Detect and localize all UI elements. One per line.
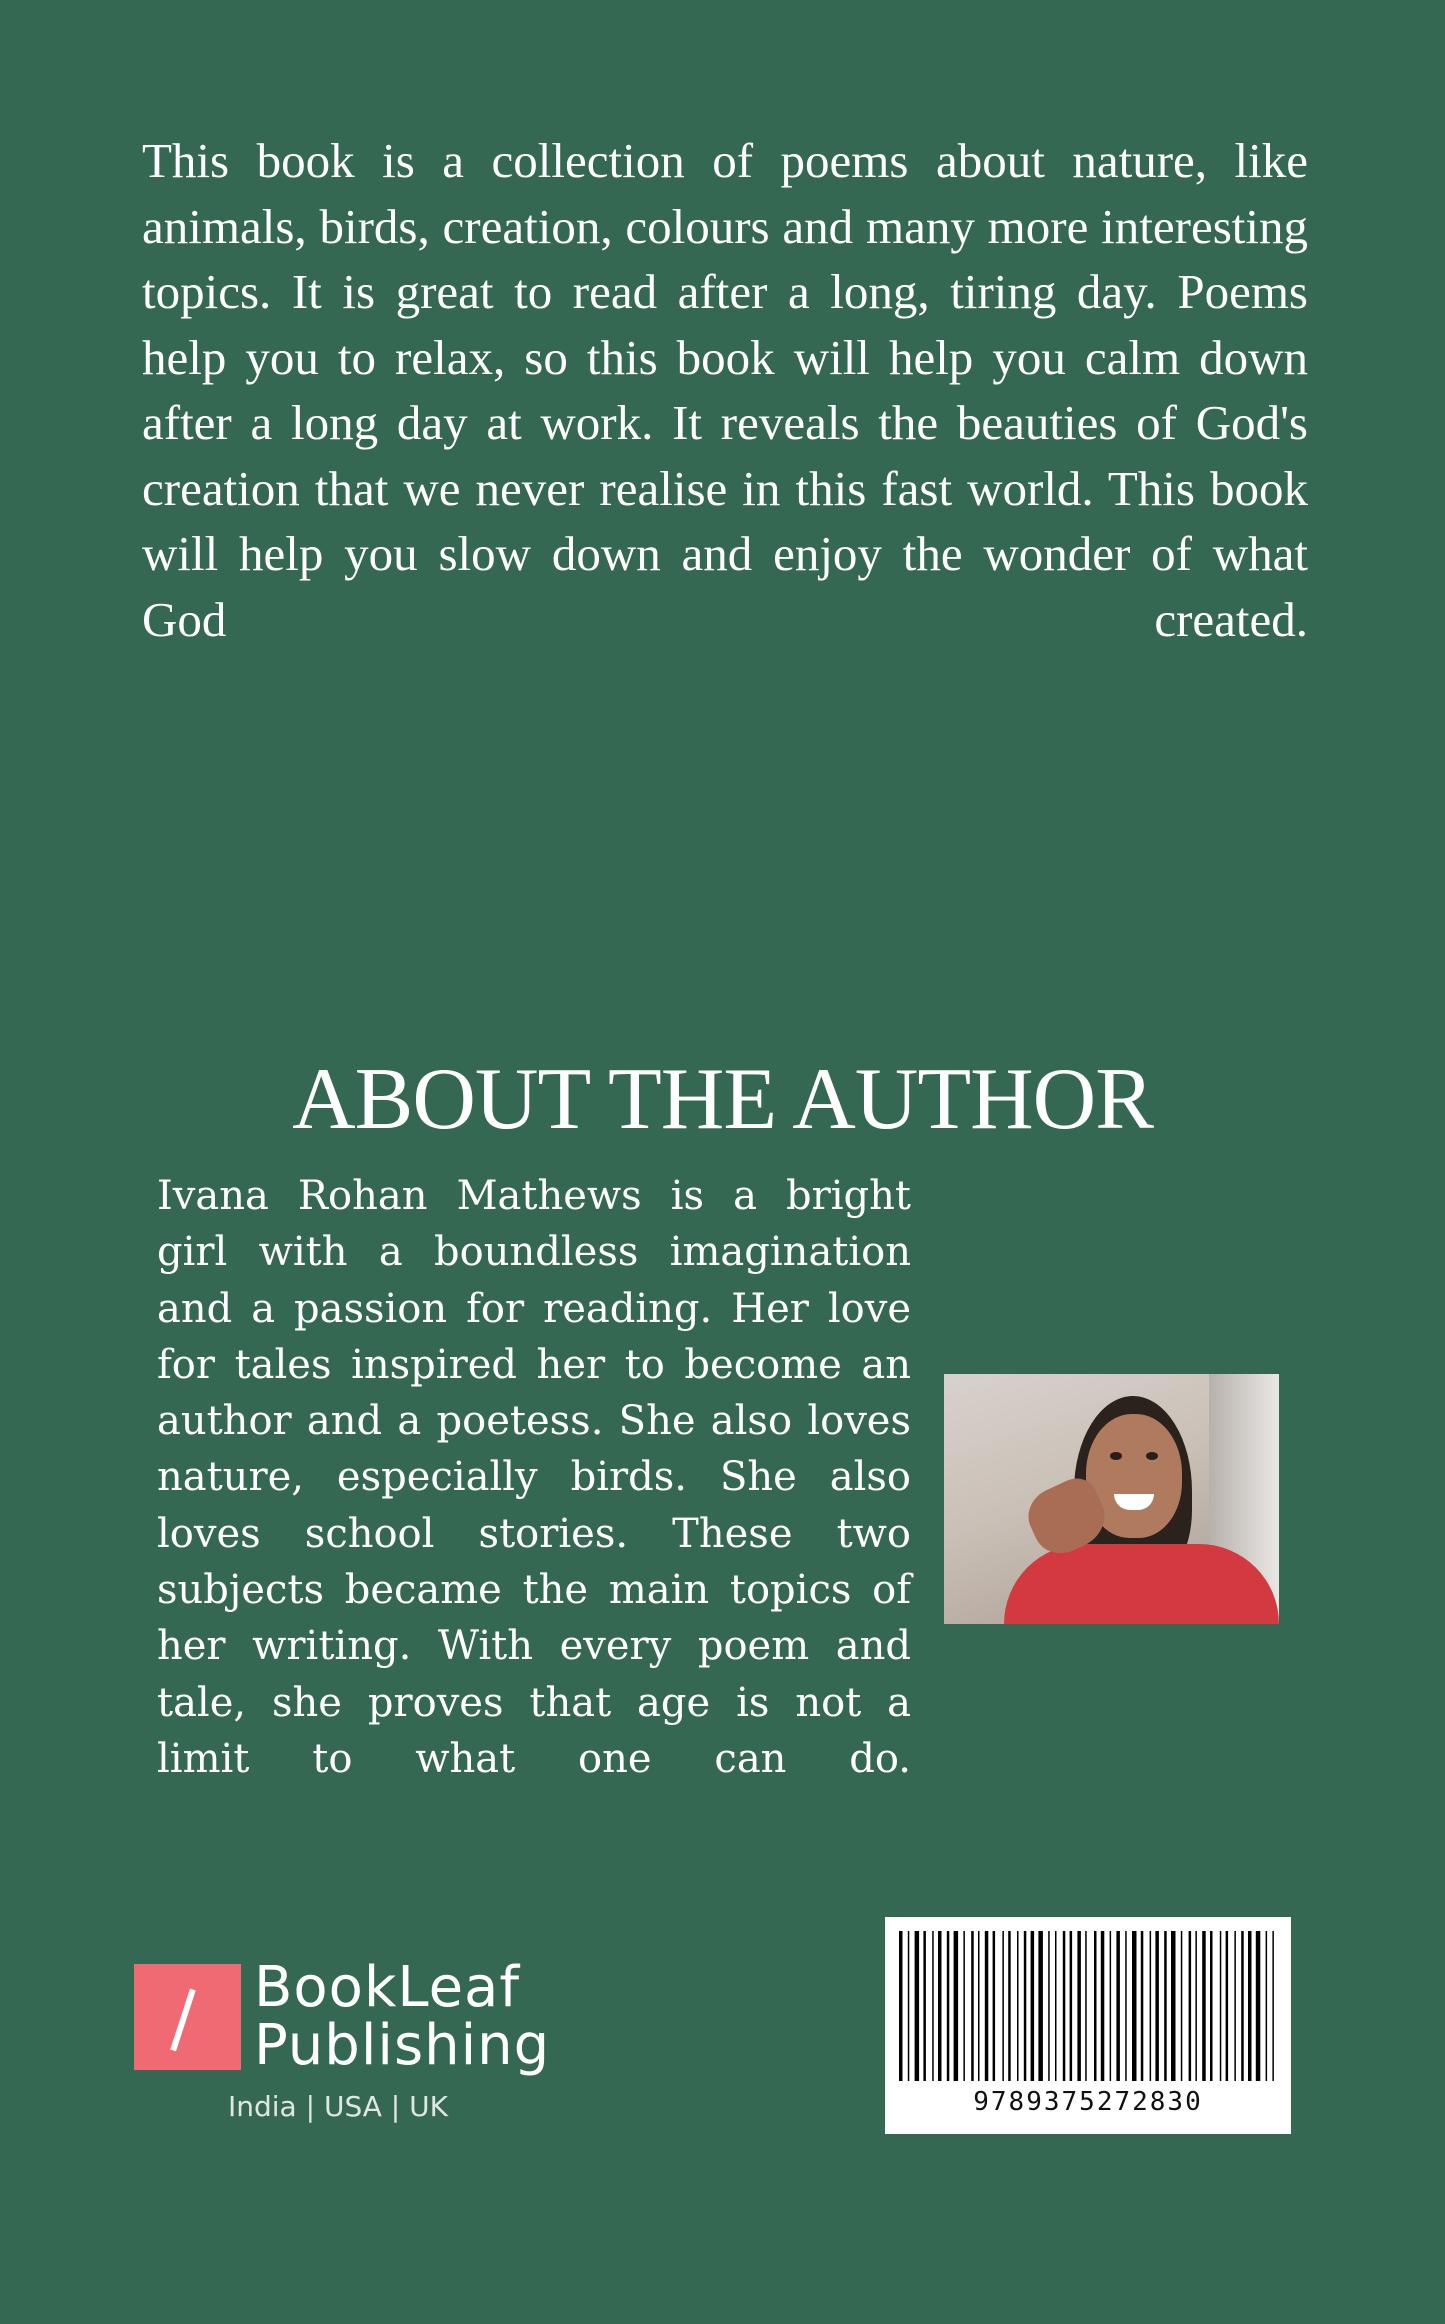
barcode-bar: [1125, 1931, 1127, 2081]
barcode-bar: [971, 1931, 974, 2081]
barcode-bar: [1226, 1931, 1229, 2081]
barcode-bar: [1234, 1931, 1236, 2081]
barcode-bar: [932, 1931, 934, 2081]
barcode-bar: [923, 1931, 926, 2081]
barcode-bar: [1195, 1931, 1197, 2081]
about-author-heading: ABOUT THE AUTHOR: [292, 1051, 1153, 1148]
barcode-bar: [1048, 1931, 1050, 2081]
barcode-bar: [1017, 1931, 1019, 2081]
photo-smile: [1114, 1494, 1154, 1510]
barcode-bar: [908, 1931, 910, 2081]
barcode-bar: [1110, 1931, 1112, 2081]
barcode-bar: [1063, 1931, 1066, 2081]
barcode-bar: [1256, 1931, 1261, 2081]
barcode-bar: [1008, 1931, 1011, 2081]
barcode-bar: [1241, 1931, 1244, 2081]
barcode-bar: [1094, 1931, 1097, 2081]
barcode-bar: [1055, 1931, 1057, 2081]
publisher-name-line1: BookLeaf: [254, 1955, 521, 2020]
barcode-bar: [1272, 1931, 1274, 2081]
barcode-bar: [1002, 1931, 1004, 2081]
barcode-bar: [1150, 1931, 1152, 2081]
barcode-bar: [1101, 1931, 1105, 2081]
barcode-bar: [1181, 1931, 1183, 2081]
barcode-bar: [1155, 1931, 1159, 2081]
barcode-bar: [1132, 1931, 1137, 2081]
barcode-bar: [1077, 1931, 1081, 2081]
barcode-bar: [963, 1931, 965, 2081]
barcode-bar: [1164, 1931, 1167, 2081]
barcode-bar: [1171, 1931, 1176, 2081]
barcode-bar: [1116, 1931, 1120, 2081]
barcode-bar: [947, 1931, 950, 2081]
isbn-number: 9789375272830: [973, 2087, 1203, 2117]
barcode-bar: [1202, 1931, 1206, 2081]
barcode-bar: [938, 1931, 942, 2081]
barcode-bar: [1031, 1931, 1035, 2081]
barcode-bar: [978, 1931, 980, 2081]
author-bio: Ivana Rohan Mathews is a bright girl with a boundless imagination and a passion for reading. Her love for tales inspired her to become an author and a poetess. She also loves nature, especially birds. She also loves school stories. These two subjects became the main topics of her writing. With every poem and tale, she proves that age is not a limit to what one can do.: [157, 1173, 911, 1782]
barcode-bar: [1210, 1931, 1213, 2081]
book-blurb: This book is a collection of poems about nature, like animals, birds, creation, colours and many more interesting topics. It is great to read after a long, tiring day. Poems help you to relax, so this book will help you calm down after a long day at work. It reveals the beauties of God's creation that we never realise in this fast world. This book will help you slow down and enjoy the wonder of what God created.: [142, 133, 1308, 647]
barcode-bar: [1189, 1931, 1192, 2081]
slash-icon: [170, 1989, 195, 2052]
barcode-bar: [1141, 1931, 1144, 2081]
barcode-bar: [1070, 1931, 1073, 2081]
publisher-regions: India | USA | UK: [228, 2090, 448, 2123]
barcode-bar: [1085, 1931, 1087, 2081]
barcode-bar: [993, 1931, 996, 2081]
isbn-barcode: [885, 1917, 1291, 2134]
barcode-bar: [1266, 1931, 1268, 2081]
photo-eye-left: [1110, 1452, 1122, 1460]
photo-eye-right: [1146, 1452, 1158, 1460]
barcode-bar: [915, 1931, 920, 2081]
photo-shirt: [1004, 1544, 1279, 1624]
barcode-bar: [1220, 1931, 1222, 2081]
author-photo: [944, 1374, 1279, 1624]
barcode-bar: [1248, 1931, 1252, 2081]
publisher-name-line2: Publishing: [254, 2013, 551, 2078]
barcode-bar: [985, 1931, 989, 2081]
barcode-bar: [899, 1931, 903, 2081]
barcode-bar: [1024, 1931, 1027, 2081]
barcode-bar: [954, 1931, 959, 2081]
publisher-logo-box: [134, 1964, 241, 2070]
barcode-bar: [1038, 1931, 1043, 2081]
